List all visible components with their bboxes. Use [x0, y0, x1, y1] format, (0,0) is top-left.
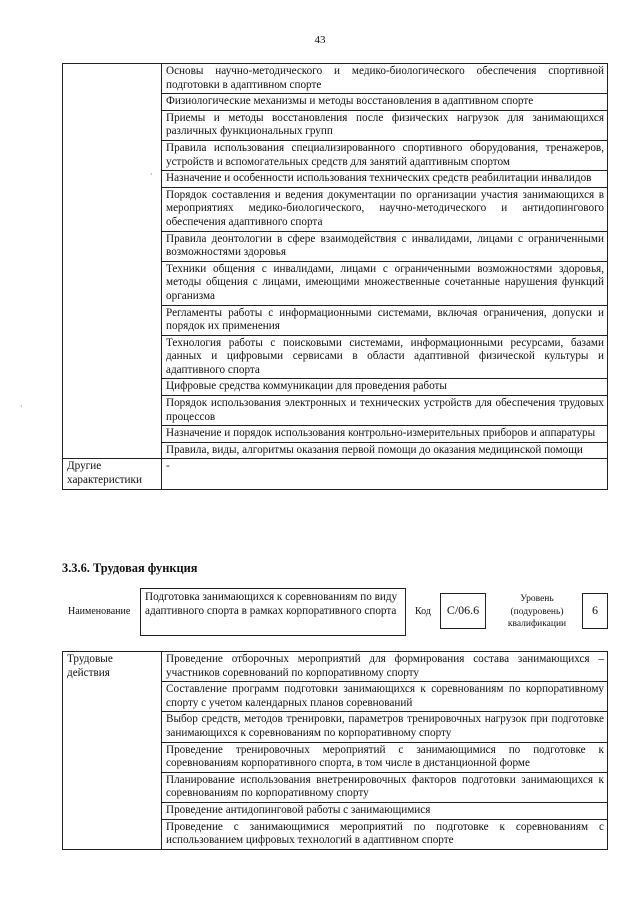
- knowledge-label-cell: [63, 64, 162, 459]
- knowledge-item: Основы научно-методического и медико-биологического обеспечения спортивной подготовки в адаптивном спорте: [162, 64, 608, 94]
- knowledge-item: Порядок составления и ведения документации по организации участия занимающихся в мероприятиях медико-биологического, научно-методического и антидопингового обеспечения адаптивного спорта: [162, 187, 608, 231]
- knowledge-item: Техники общения с инвалидами, лицами с ограниченными возможностями здоровья, методы общения с лицами, имеющими множественные сочетанные нарушения функций организма: [162, 261, 608, 305]
- knowledge-item: Порядок использования электронных и технических устройств для обеспечения трудовых процессов: [162, 396, 608, 426]
- page-number: 43: [314, 34, 326, 46]
- labor-action-item: Проведение тренировочных мероприятий с занимающимися по подготовке к соревнованиям корпоративного спорта, в том числе в дистанционной форме: [162, 742, 608, 772]
- code-label: Код: [415, 606, 431, 617]
- knowledge-table: [62, 63, 608, 490]
- table-row: [63, 64, 608, 94]
- labor-actions-table: [62, 651, 608, 850]
- knowledge-item: Назначение и порядок использования контрольно-измерительных приборов и аппаратуры: [162, 426, 608, 443]
- knowledge-item: Технология работы с поисковыми системами, информационными ресурсами, базами данных и цифровыми сервисами в области адаптивной физической культуры и адаптивного спорта: [162, 335, 608, 379]
- labor-action-item: Проведение с занимающимися мероприятий по подготовке к соревнованиям с использованием цифровых технологий в адаптивном спорте: [162, 819, 608, 849]
- table-row: [63, 459, 608, 489]
- labor-action-item: Планирование использования внетренировочных факторов подготовки занимающихся к соревнованиям по корпоративному спорту: [162, 772, 608, 802]
- labor-action-item: Проведение антидопинговой работы с занимающимися: [162, 802, 608, 819]
- scan-mark: ·: [20, 402, 23, 411]
- function-code: С/06.6: [440, 593, 486, 629]
- name-label: Наименование: [68, 606, 131, 617]
- function-name: Подготовка занимающихся к соревнованиям по виду адаптивного спорта в рамках корпоративного спорта: [140, 588, 406, 636]
- scan-mark: ·: [150, 170, 153, 179]
- qualification-level: 6: [582, 593, 608, 629]
- knowledge-item: Назначение и особенности использования технических средств реабилитации инвалидов: [162, 171, 608, 188]
- function-header: [62, 587, 622, 639]
- knowledge-item: Правила использования специализированного спортивного оборудования, тренажеров, устройств и вспомогательных средств для занятий адаптивным спортом: [162, 140, 608, 170]
- labor-action-item: Проведение отборочных мероприятий для формирования состава занимающихся – участников соревнований по корпоративному спорту: [162, 652, 608, 682]
- section-title: 3.3.6. Трудовая функция: [62, 561, 198, 575]
- knowledge-item: Приемы и методы восстановления после физических нагрузок для занимающихся различных функциональных групп: [162, 110, 608, 140]
- level-label: Уровень (подуровень) квалификации: [507, 594, 567, 629]
- knowledge-item: Регламенты работы с информационными системами, включая ограничения, допуски и порядок их применения: [162, 305, 608, 335]
- knowledge-item: Правила, виды, алгоритмы оказания первой помощи до оказания медицинской помощи: [162, 442, 608, 459]
- other-characteristics-label: Другие характеристики: [63, 459, 162, 489]
- table-row: [63, 652, 608, 682]
- knowledge-item: Физиологические механизмы и методы восстановления в адаптивном спорте: [162, 94, 608, 111]
- other-characteristics-value: -: [162, 459, 608, 489]
- knowledge-item: Цифровые средства коммуникации для проведения работы: [162, 379, 608, 396]
- labor-action-item: Выбор средств, методов тренировки, параметров тренировочных нагрузок при подготовке занимающихся к соревнованиям по корпоративному спорту: [162, 712, 608, 742]
- knowledge-item: Правила деонтологии в сфере взаимодействия с инвалидами, лицами с ограниченными возможностями здоровья: [162, 231, 608, 261]
- labor-action-item: Составление программ подготовки занимающихся к соревнованиям по корпоративному спорту с учетом календарных планов соревнований: [162, 682, 608, 712]
- labor-actions-label: Трудовые действия: [63, 652, 162, 850]
